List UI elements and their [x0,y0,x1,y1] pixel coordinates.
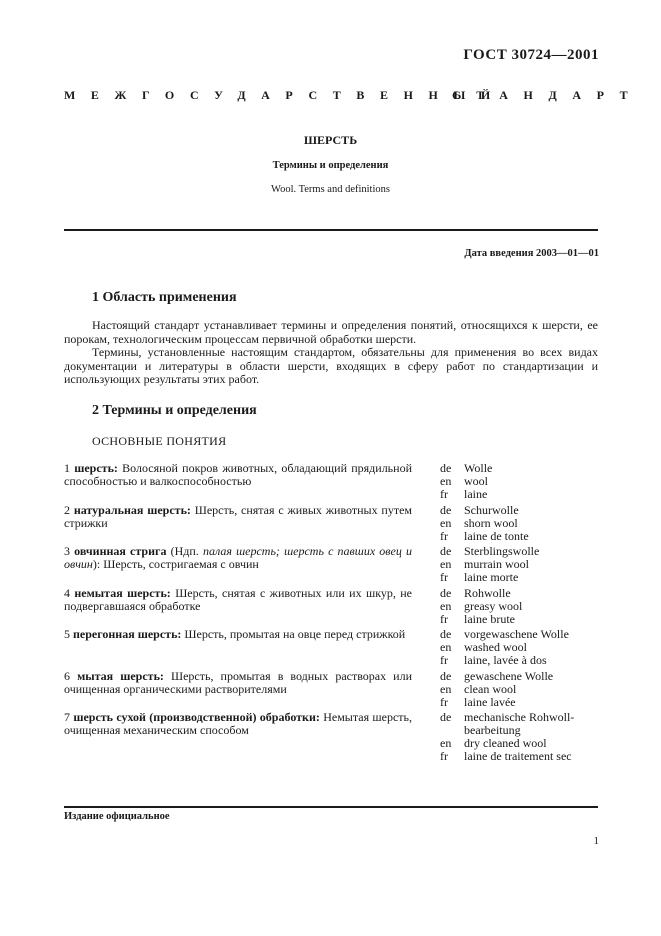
language-code: fr [440,487,448,501]
title-divider [64,229,598,231]
term-entry [64,545,412,571]
term-number: 3 [64,544,70,558]
banner-standard: СТАНДАРТ [452,88,644,102]
term-number: 4 [64,586,70,600]
official-edition-label: Издание официальное [64,811,170,822]
equivalent-term: Rohwolle [464,586,511,600]
language-code: en [440,682,452,696]
term-definition: Шерсть, промытая на овце перед стрижкой [184,627,406,641]
equivalent-term: murrain wool [464,557,529,571]
language-code: de [440,586,452,600]
language-code: de [440,544,452,558]
term-equivalents [440,545,624,584]
term-number: 1 [64,461,70,475]
language-code: fr [440,695,448,709]
equivalent-term: gewaschene Wolle [464,669,554,683]
basic-concepts-subheading: ОСНОВНЫЕ ПОНЯТИЯ [92,434,227,448]
term-definition: Шерсть, снятая с животных или их шкур, не подвергавшаяся обработке [64,586,412,613]
document-title: ШЕРСТЬ [303,133,358,147]
term-definition: Шерсть, промытая в водных растворах или очищенная органическими растворителями [64,669,413,696]
equivalent-term: washed wool [464,640,527,654]
term-entry [64,711,412,737]
term-name: шерсть сухой (производственной) обработки: [73,710,320,724]
language-code: de [440,461,452,475]
term-name: шерсть: [74,461,118,475]
term-name: немытая шерсть: [74,586,171,600]
equivalent-term: shorn wool [464,516,518,530]
term-entry [64,628,412,641]
equivalent-term: wool [464,474,488,488]
term-entry [64,670,412,696]
term-deprecated-synonyms: палая шерсть; шерсть с павших овец и овчин [64,544,412,571]
term-equivalents [440,711,624,763]
term-entry [64,504,412,530]
term-name: мытая шерсть: [77,669,164,683]
language-code: fr [440,749,448,763]
language-code: de [440,710,452,724]
term-equivalents [440,504,624,543]
term-entry [64,462,412,488]
section-2-heading: 2 Термины и определения [92,403,257,418]
document-subtitle: Термины и определения [272,160,389,171]
introduction-date: Дата введения 2003—01—01 [464,248,599,259]
language-code: fr [440,570,448,584]
term-note-close: ): [92,557,101,571]
equivalent-term: greasy wool [464,599,523,613]
term-number: 6 [64,669,70,683]
language-code: fr [440,653,448,667]
language-code: en [440,599,452,613]
page-number: 1 [593,835,599,847]
section-1-paragraph: Настоящий стандарт устанавливает термины и определения понятий, относящихся к шерсти, ее порокам, технологическим процессам первичной обработки шерсти. [64,318,598,346]
language-code: de [440,669,452,683]
language-code: fr [440,529,448,543]
equivalent-term: dry cleaned wool [464,736,547,750]
term-definition: Шерсть, состригаемая с овчин [103,557,259,571]
term-number: 7 [64,710,70,724]
equivalent-term: laine de tonte [464,529,529,543]
term-name: натуральная шерсть: [73,503,191,517]
term-entry [64,587,412,613]
equivalent-term: laine, lavée à dos [464,653,547,667]
term-name: перегонная шерсть: [73,627,182,641]
language-code: fr [440,612,448,626]
term-equivalents [440,462,624,501]
term-number: 5 [64,627,70,641]
term-name: овчинная стрига [74,544,167,558]
language-code: en [440,640,452,654]
term-equivalents [440,670,624,709]
section-1-paragraph: Термины, установленные настоящим стандартом, обязательны для применения во всех видах документации и литературы в области шерсти, входящих в сферу работ по стандартизации и использующих результаты этих работ. [64,345,598,386]
language-code: de [440,503,452,517]
equivalent-term: laine de traitement sec [464,749,572,763]
equivalent-term: Wolle [464,461,493,475]
term-definition: Шерсть, снятая с живых животных путем стрижки [64,503,412,530]
equivalent-term: Sterblingswolle [464,544,540,558]
equivalent-term: vorgewaschene Wolle [464,627,569,641]
equivalent-term: laine [464,487,488,501]
equivalent-term: Schurwolle [464,503,519,517]
language-code: en [440,557,452,571]
banner-interstate: МЕЖГОСУДАРСТВЕННЫЙ [64,88,506,102]
language-code: en [440,736,452,750]
section-1-heading: 1 Область применения [92,290,237,305]
equivalent-term: clean wool [464,682,517,696]
language-code: en [440,516,452,530]
term-equivalents [440,587,624,626]
equivalent-term: laine lavée [464,695,516,709]
term-note-open: (Ндп. [170,544,199,558]
term-number: 2 [64,503,70,517]
language-code: en [440,474,452,488]
english-title: Wool. Terms and definitions [271,184,390,195]
language-code: de [440,627,452,641]
footer-divider [64,806,598,808]
term-definition: Немытая шерсть, очищенная механическим способом [64,710,413,737]
equivalent-term: laine brute [464,612,515,626]
term-equivalents [440,628,624,667]
equivalent-term: bearbeitung [464,723,521,737]
gost-number: ГОСТ 30724—2001 [463,47,599,63]
equivalent-term: laine morte [464,570,519,584]
equivalent-term: mechanische Rohwoll- [464,710,575,724]
term-definition: Волосяной покров животных, обладающий прядильной способностью и валкоспособностью [64,461,412,488]
